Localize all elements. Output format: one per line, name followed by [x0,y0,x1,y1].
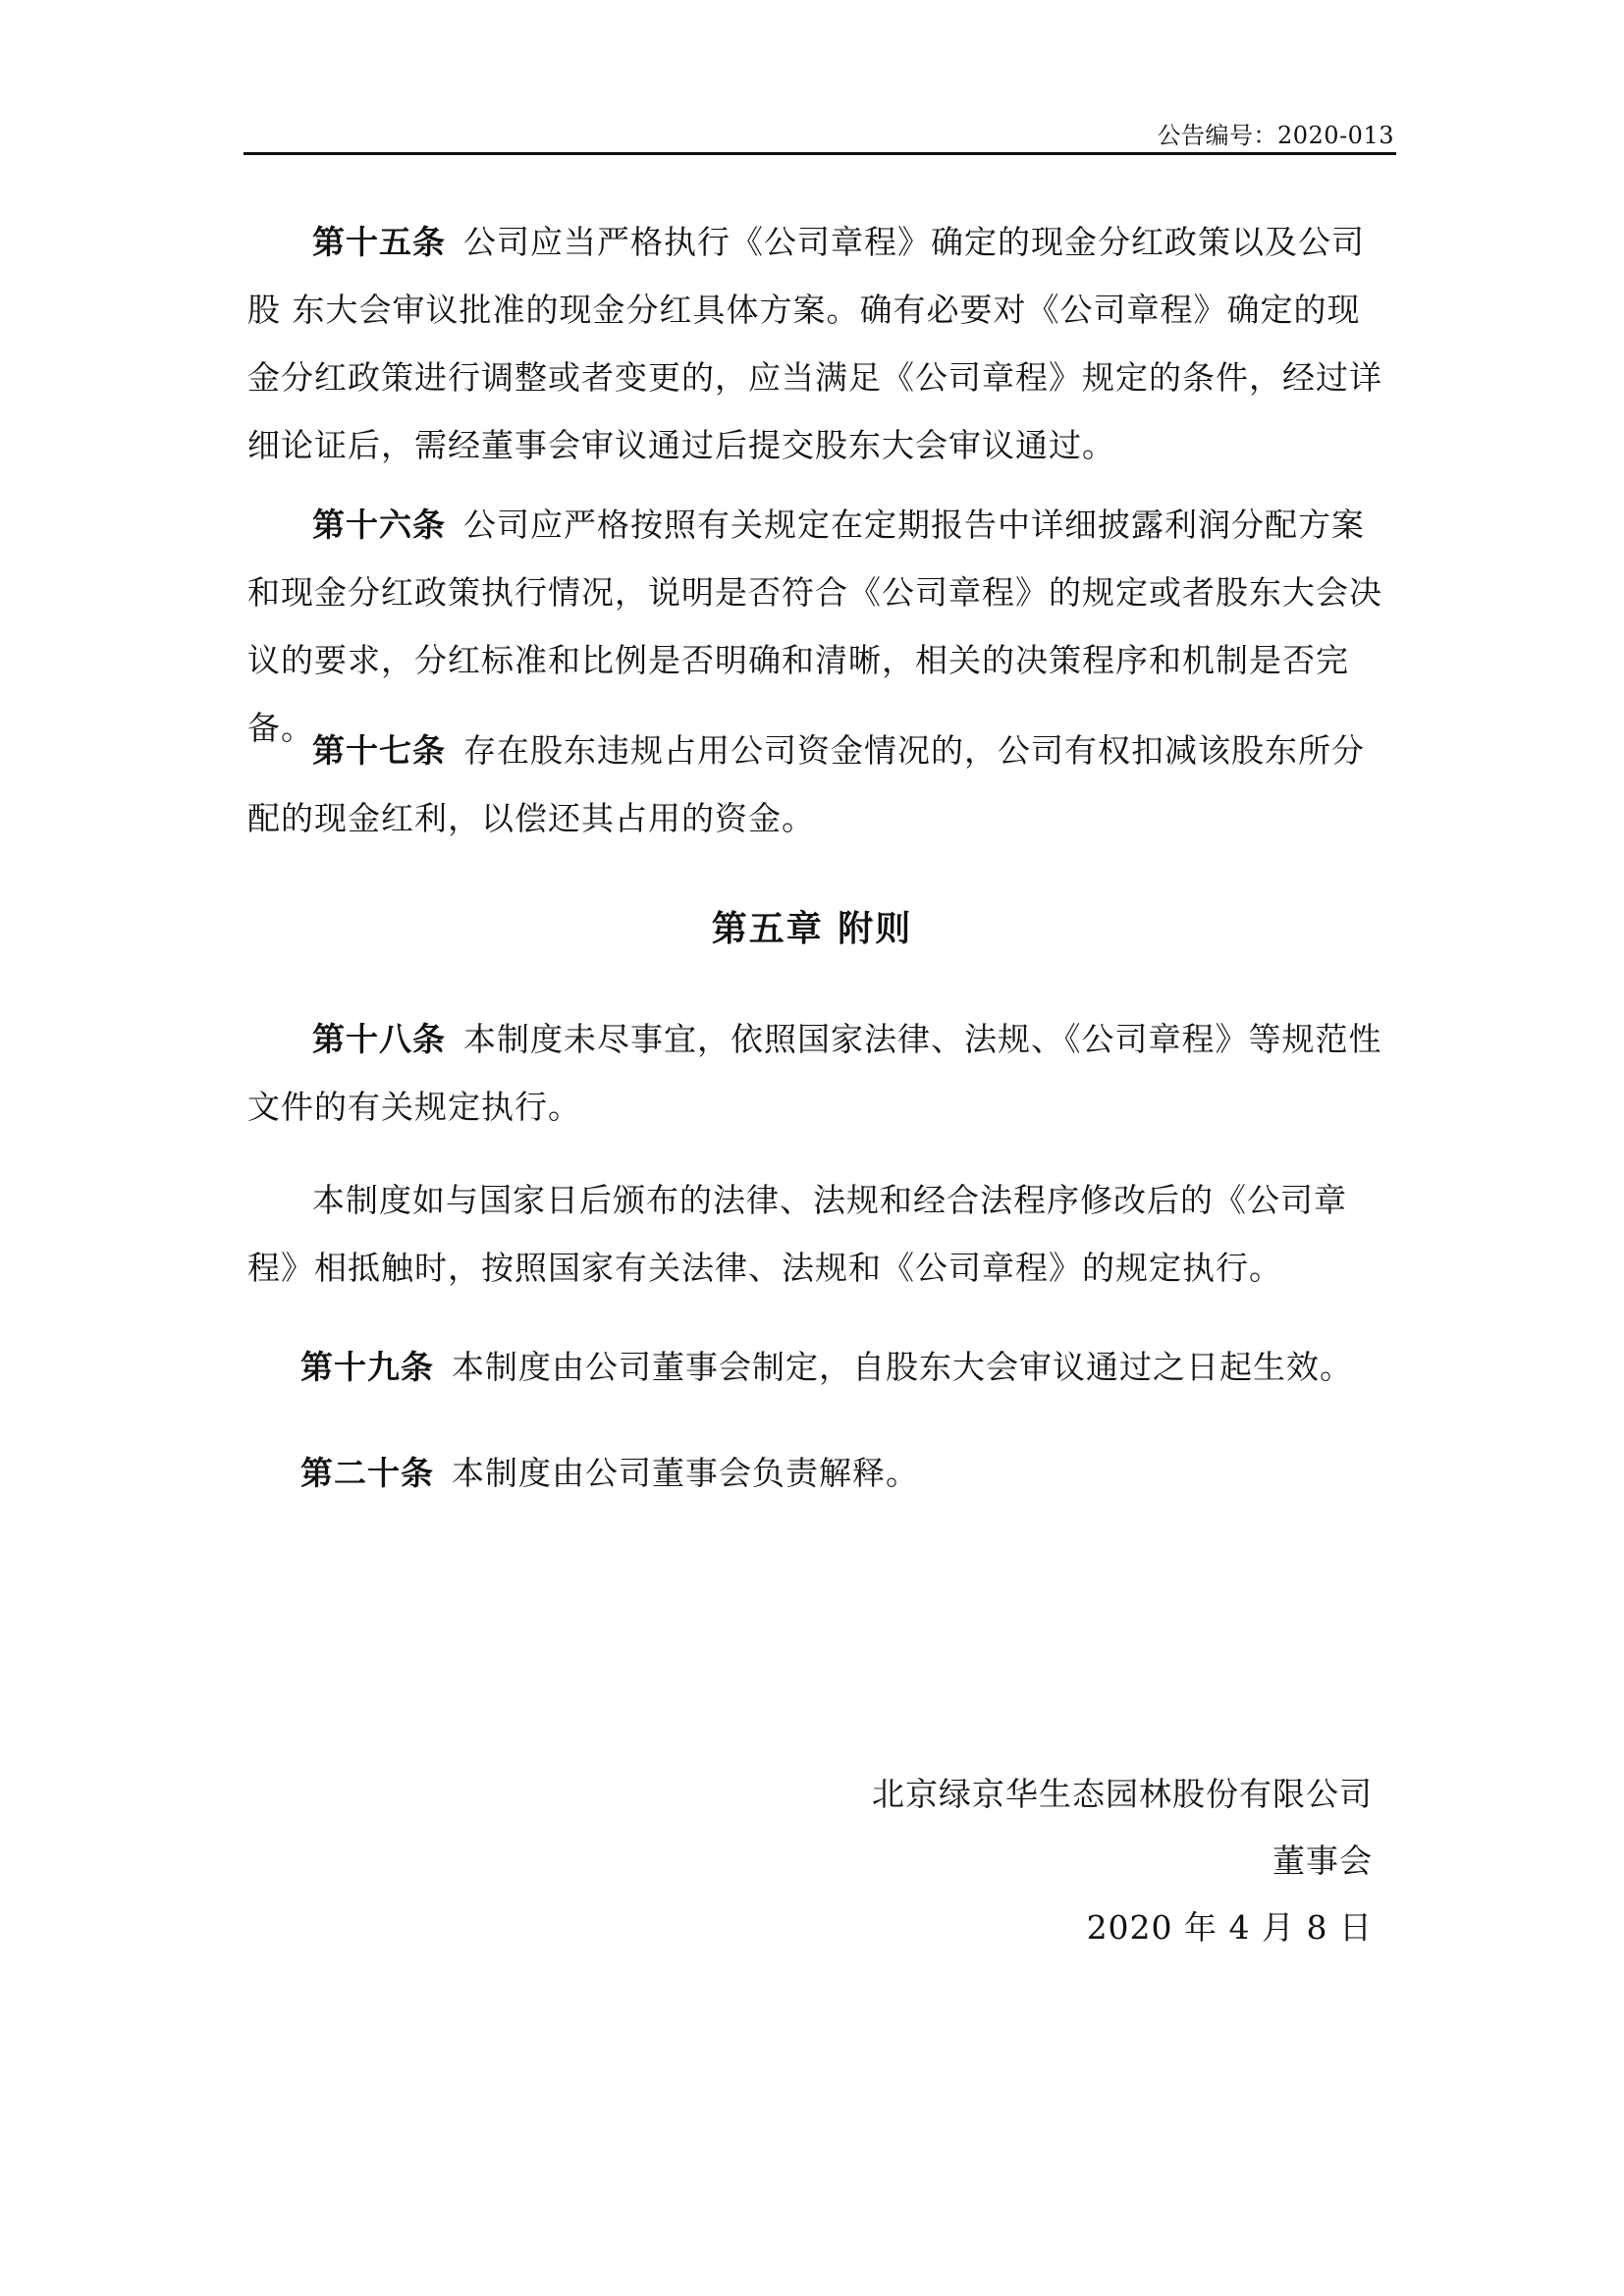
article-17-label: 第十七条 [312,731,446,770]
article-19 [247,1333,1390,1401]
article-18-label: 第十八条 [312,1020,446,1058]
announcement-number: 公告编号：2020-013 [1157,122,1394,149]
chapter-5-title: 第五章 附则 [711,908,913,949]
article-16-text: 公司应严格按照有关规定在定期报告中详细披露利润分配方案和现金分红政策执行情况，说明是否符合《公司章程》的规定或者股东大会决议的要求，分红标准和比例是否明确和清晰，相关的决策程序和机制是否完备。 [247,506,1382,747]
article-18-paragraph-2: 本制度如与国家日后颁布的法律、法规和经合法程序修改后的《公司章程》相抵触时，按照国家有关法律、法规和《公司章程》的规定执行。 [247,1181,1347,1287]
article-20 [247,1439,1390,1507]
article-17 [247,717,1390,852]
article-20-text: 本制度由公司董事会负责解释。 [452,1454,919,1492]
article-19-label: 第十九条 [300,1348,434,1386]
article-16-label: 第十六条 [312,506,446,544]
article-18 [247,1005,1390,1141]
article-15 [247,208,1390,479]
signature-date: 2020 年 4 月 8 日 [1086,1908,1373,1947]
article-19-text: 本制度由公司董事会制定，自股东大会审议通过之日起生效。 [452,1348,1353,1386]
signature-company: 北京绿京华生态园林股份有限公司 [872,1775,1373,1813]
article-15-text: 公司应当严格执行《公司章程》确定的现金分红政策以及公司股 东大会审议批准的现金分红具体方案。确有必要对《公司章程》确定的现金分红政策进行调整或者变更的，应当满足《公司章程》规定的条件，经过详细论证后，需经董事会审议通过后提交股东大会审议通过。 [247,223,1382,464]
article-15-label: 第十五条 [312,223,446,261]
header-divider [244,152,1396,155]
signature-board: 董事会 [1272,1842,1373,1880]
article-18-text: 本制度未尽事宜，依照国家法律、法规、《公司章程》等规范性文件的有关规定执行。 [247,1020,1382,1126]
article-20-label: 第二十条 [300,1454,434,1492]
article-17-text: 存在股东违规占用公司资金情况的，公司有权扣减该股东所分配的现金红利，以偿还其占用的资金。 [247,731,1365,837]
